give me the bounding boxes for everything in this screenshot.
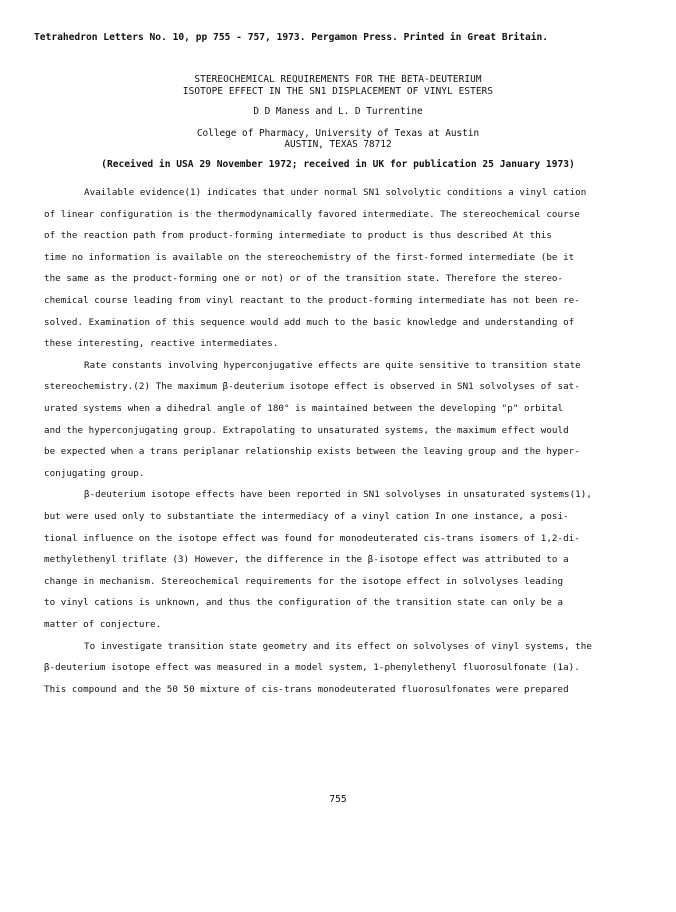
affiliation-line-1: College of Pharmacy, University of Texas at Austin [196, 128, 480, 139]
received-dates: (Received in USA 29 November 1972; received in UK for publication 25 January 1973) [101, 159, 575, 170]
article-authors: D D Maness and L. D Turrentine [253, 106, 423, 117]
body-text-line: the same as the product-forming one or not) or of the transition state. Therefore the stereo- [44, 273, 564, 285]
body-text-line: conjugating group. [44, 467, 145, 479]
body-text-line: β-deuterium isotope effect was measured in a model system, 1-phenylethenyl fluorosulfonate (1a). [44, 662, 580, 674]
body-text-line: Rate constants involving hyperconjugative effects are quite sensitive to transition state [84, 359, 581, 371]
body-text-line: To investigate transition state geometry and its effect on solvolyses of vinyl systems, the [84, 640, 592, 652]
body-text-line: solved. Examination of this sequence would add much to the basic knowledge and understanding of [44, 316, 575, 328]
body-text-line: urated systems when a dihedral angle of 180° is maintained between the developing "p" orbital [44, 403, 564, 414]
body-text-line: stereochemistry.(2) The maximum β-deuterium isotope effect is observed in SN1 solvolyses of sat- [44, 381, 580, 393]
body-text-line: Available evidence(1) indicates that under normal SN1 solvolytic conditions a vinyl cation [84, 187, 587, 198]
page-number: 755 [329, 794, 347, 805]
body-text-line: of linear configuration is the thermodynamically favored intermediate. The stereochemical course [44, 208, 580, 220]
body-text-line: β-deuterium isotope effects have been reported in SN1 solvolyses in unsaturated systems(1), [84, 489, 592, 501]
body-text-line: change in mechanism. Stereochemical requirements for the isotope effect in solvolyses leading [44, 575, 564, 587]
body-text-line: of the reaction path from product-forming intermediate to product is thus described At this [44, 230, 552, 242]
article-title-line-2: ISOTOPE EFFECT IN THE SN1 DISPLACEMENT OF VINYL ESTERS [182, 86, 494, 97]
journal-citation: Tetrahedron Letters No. 10, pp 755 - 757, 1973. Pergamon Press. Printed in Great Britain. [34, 32, 549, 43]
body-text-line: be expected when a trans periplanar relationship exists between the leaving group and the hyper- [44, 446, 580, 458]
body-text-line: time no information is available on the stereochemistry of the first-formed intermediate (be it [44, 251, 575, 263]
body-text-line: and the hyperconjugating group. Extrapolating to unsaturated systems, the maximum effect would [44, 424, 569, 436]
body-text-line: matter of conjecture. [44, 619, 162, 630]
affiliation-line-2: AUSTIN, TEXAS 78712 [284, 139, 392, 150]
body-text-line: chemical course leading from vinyl reactant to the product-forming intermediate has not been re- [44, 295, 580, 306]
body-text-line: but were used only to substantiate the intermediacy of a vinyl cation In one instance, a posi- [44, 511, 569, 522]
body-text-line: This compound and the 50 50 mixture of cis-trans monodeuterated fluorosulfonates were prepared [44, 683, 569, 695]
body-text-line: methylethenyl triflate (3) However, the difference in the β-isotope effect was attributed to a [44, 554, 569, 566]
body-text-line: these interesting, reactive intermediates. [44, 338, 279, 350]
body-text-line: tional influence on the isotope effect was found for monodeuterated cis-trans isomers of 1,2-di- [44, 532, 580, 544]
article-title-line-1: STEREOCHEMICAL REQUIREMENTS FOR THE BETA-DEUTERIUM [194, 74, 482, 85]
body-text-line: to vinyl cations is unknown, and thus the configuration of the transition state can only be a [44, 597, 564, 609]
